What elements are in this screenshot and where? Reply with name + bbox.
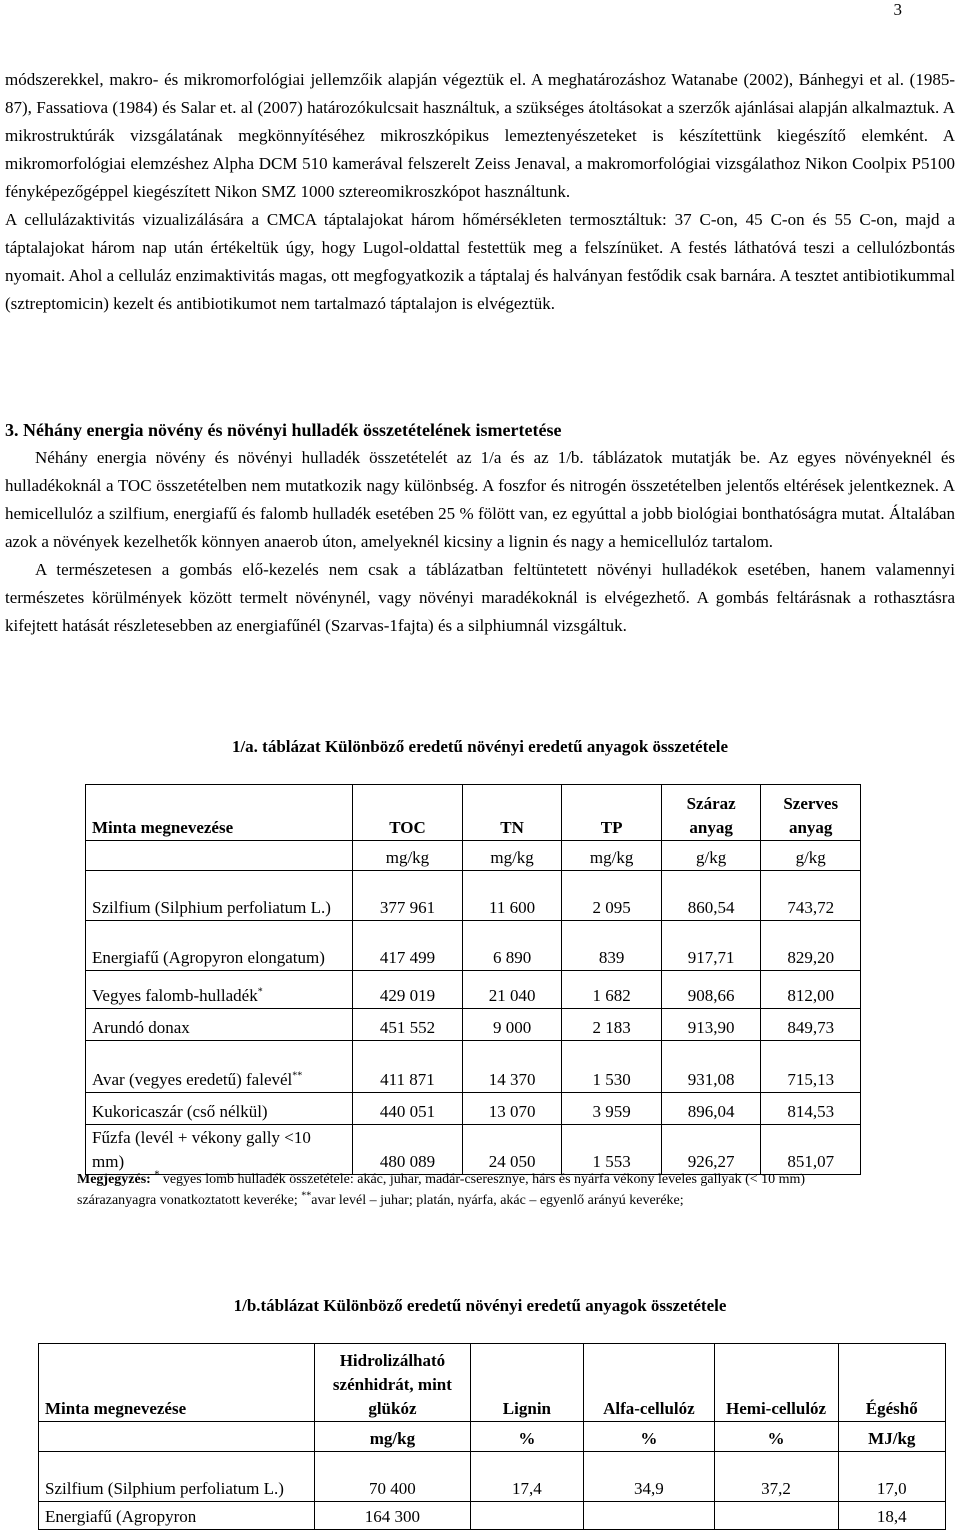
value-cell: 18,4	[838, 1502, 945, 1530]
header-cell: Száraz anyag	[661, 785, 761, 841]
value-cell	[714, 1502, 838, 1530]
value-cell	[584, 1502, 714, 1530]
table-row	[86, 921, 861, 971]
header-cell: TOC	[353, 785, 463, 841]
value-cell: 743,72	[761, 871, 861, 921]
row-name: Szilfium (Silphium perfoliatum L.)	[86, 871, 353, 921]
value-cell: 451 552	[353, 1009, 463, 1041]
paragraph-3: Néhány energia növény és növényi hulladék összetételét az 1/a és az 1/b. táblázatok mutatják be. Az egyes növényeknél és hulladékoknál a TOC összetételben nem mutatkozik nagy különbség. A foszfor és nitrogén összetételben jelentős eltérések jelentkeznek. A hemicellulóz a szilfium, energiafű és falomb hulladék esetében 25 % fölött van, ez egyúttal a jobb biológiai bonthatóságra mutat. Általában azok a növények kezelhetők könnyen anaerob úton, amelyeknél kicsiny a lignin és nagy a hemicellulóz tartalom.	[5, 448, 955, 551]
table-1a-footnote	[77, 1169, 817, 1211]
row-name: Szilfium (Silphium perfoliatum L.)	[39, 1452, 315, 1502]
table-units-row	[39, 1422, 946, 1452]
value-cell: 931,08	[661, 1041, 761, 1093]
table-row	[39, 1452, 946, 1502]
footnote-label: Megjegyzés:	[77, 1172, 151, 1187]
footnote-marker: *	[257, 986, 263, 998]
value-cell: 21 040	[462, 971, 562, 1009]
header-cell: Minta megnevezése	[39, 1344, 315, 1422]
units-cell: g/kg	[661, 841, 761, 871]
paragraph-4: A természetesen a gombás elő-kezelés nem csak a táblázatban feltüntetett növényi hulladékok esetében, hanem valamennyi természetes körülmények között termelt növénynél, vagy növényi maradékoknál is elvégezhető. A gombás feltárásnak a rothasztásra kifejtett hatását részletesebben az energiafűnél (Szarvas-1fajta) és a silphiumnál vizsgáltuk.	[5, 560, 955, 635]
value-cell: 6 890	[462, 921, 562, 971]
value-cell: 70 400	[315, 1452, 470, 1502]
units-cell: mg/kg	[353, 841, 463, 871]
units-cell: MJ/kg	[838, 1422, 945, 1452]
table-1a-caption: 1/a. táblázat Különböző eredetű növényi eredetű anyagok összetétele	[231, 737, 729, 756]
table-1b	[38, 1343, 946, 1530]
section-heading: 3. Néhány energia növény és növényi hulladék összetételének ismertetése	[5, 420, 562, 440]
value-cell: 24 050	[462, 1125, 562, 1175]
row-name: Energiafű (Agropyron	[39, 1502, 315, 1530]
row-name-text: Avar (vegyes eredetű) falevél	[92, 1070, 293, 1089]
row-name-text: Vegyes falomb-hulladék	[92, 986, 258, 1005]
footnote-marker: *	[154, 1169, 160, 1181]
header-cell: Égéshő	[838, 1344, 945, 1422]
table-row	[86, 1125, 861, 1175]
value-cell: 3 959	[562, 1093, 662, 1125]
footnote-text: vegyes lomb hulladék összetétele: akác, juhar, madár-cseresznye, hárs és nyárfa vékony leveles gallyak (< 10 mm) szárazanyagra vonatkoztatott keveréke;	[77, 1172, 806, 1208]
row-name: Fűzfa (levél + vékony gally <10 mm)	[86, 1125, 353, 1175]
header-cell: TP	[562, 785, 662, 841]
header-cell: Szerves anyag	[761, 785, 861, 841]
table-1b-caption: 1/b.táblázat Különböző eredetű növényi eredetű anyagok összetétele	[233, 1296, 727, 1315]
value-cell: 829,20	[761, 921, 861, 971]
table-row	[39, 1502, 946, 1530]
value-cell: 480 089	[353, 1125, 463, 1175]
header-cell: Lignin	[470, 1344, 584, 1422]
units-cell: %	[714, 1422, 838, 1452]
footnote-marker: **	[301, 1190, 312, 1202]
header-cell: Alfa-cellulóz	[584, 1344, 714, 1422]
value-cell: 896,04	[661, 1093, 761, 1125]
units-cell	[86, 841, 353, 871]
value-cell: 849,73	[761, 1009, 861, 1041]
row-name: Energiafű (Agropyron elongatum)	[86, 921, 353, 971]
table-1a	[85, 784, 861, 1175]
table-header-row	[39, 1344, 946, 1422]
row-name	[86, 1041, 353, 1093]
table-row	[86, 1041, 861, 1093]
value-cell: 814,53	[761, 1093, 861, 1125]
header-cell: Minta megnevezése	[86, 785, 353, 841]
table-row	[86, 1093, 861, 1125]
header-cell: TN	[462, 785, 562, 841]
table-row	[86, 1009, 861, 1041]
units-cell: g/kg	[761, 841, 861, 871]
units-cell	[39, 1422, 315, 1452]
paragraph-methods	[5, 66, 955, 318]
value-cell: 913,90	[661, 1009, 761, 1041]
header-cell: Hidrolizálható szénhidrát, mint glükóz	[315, 1344, 470, 1422]
value-cell: 37,2	[714, 1452, 838, 1502]
units-cell: mg/kg	[462, 841, 562, 871]
value-cell: 13 070	[462, 1093, 562, 1125]
header-cell: Hemi-cellulóz	[714, 1344, 838, 1422]
value-cell: 917,71	[661, 921, 761, 971]
table-row	[86, 871, 861, 921]
value-cell: 429 019	[353, 971, 463, 1009]
paragraph-1: módszerekkel, makro- és mikromorfológiai jellemzőik alapján végeztük el. A meghatározáshoz Watanabe (2002), Bánhegyi et al. (1985-87), Fassatiova (1984) és Salar et. al (2007) határozókulcsait használtuk, a szükséges átoltásokat a szerzők ajánlásai alapján alkalmaztuk. A mikrostruktúrák vizsgálatának megkönnyítéséhez mikroszkópikus lemeztenyészeteket is készítettünk kiegészítő elemként. A mikromorfológiai elemzéshez Alpha DCM 510 kamerával felszerelt Zeiss Jenaval, a makromorfológiai vizsgálathoz Nikon Coolpix P5100 fényképezőgéppel kiegészített Nikon SMZ 1000 sztereomikroszkópot használtunk.	[5, 70, 955, 201]
units-cell: %	[584, 1422, 714, 1452]
paragraph-2: A cellulázaktivitás vizualizálására a CMCA táptalajokat három hőmérsékleten termosztáltuk: 37 C-on, 45 C-on és 55 C-on, majd a táptalajokat három nap után értékeltük úgy, hogy Lugol-oldattal festettük meg a felszínüket. A festés láthatóvá teszi a cellulózbontás nyomait. Ahol a celluláz enzimaktivitás magas, ott megfogyatkozik a táptalaj és halványan festődik csak barnára. A tesztet antibiotikummal (sztreptomicin) kezelt és antibiotikumot nem tartalmazó táptalajon is elvégeztük.	[5, 210, 955, 313]
row-name: Arundó donax	[86, 1009, 353, 1041]
value-cell: 440 051	[353, 1093, 463, 1125]
value-cell: 839	[562, 921, 662, 971]
value-cell: 14 370	[462, 1041, 562, 1093]
footnote-marker: **	[292, 1070, 303, 1082]
value-cell: 2 095	[562, 871, 662, 921]
value-cell: 9 000	[462, 1009, 562, 1041]
value-cell: 11 600	[462, 871, 562, 921]
value-cell: 860,54	[661, 871, 761, 921]
units-cell: %	[470, 1422, 584, 1452]
row-name	[86, 971, 353, 1009]
value-cell: 908,66	[661, 971, 761, 1009]
value-cell: 1 553	[562, 1125, 662, 1175]
table-row	[86, 971, 861, 1009]
value-cell: 411 871	[353, 1041, 463, 1093]
value-cell: 377 961	[353, 871, 463, 921]
footnote-text: avar levél – juhar; platán, nyárfa, akác – egyenlő arányú keveréke;	[311, 1193, 684, 1208]
value-cell: 17,4	[470, 1452, 584, 1502]
section-3	[5, 416, 955, 640]
value-cell: 715,13	[761, 1041, 861, 1093]
table-units-row	[86, 841, 861, 871]
value-cell: 417 499	[353, 921, 463, 971]
value-cell: 812,00	[761, 971, 861, 1009]
value-cell	[470, 1502, 584, 1530]
value-cell: 1 530	[562, 1041, 662, 1093]
value-cell: 2 183	[562, 1009, 662, 1041]
row-name: Kukoricaszár (cső nélkül)	[86, 1093, 353, 1125]
value-cell: 926,27	[661, 1125, 761, 1175]
value-cell: 164 300	[315, 1502, 470, 1530]
page-number: 3	[893, 0, 902, 19]
value-cell: 34,9	[584, 1452, 714, 1502]
units-cell: mg/kg	[315, 1422, 470, 1452]
value-cell: 851,07	[761, 1125, 861, 1175]
value-cell: 1 682	[562, 971, 662, 1009]
units-cell: mg/kg	[562, 841, 662, 871]
table-header-row	[86, 785, 861, 841]
value-cell: 17,0	[838, 1452, 945, 1502]
